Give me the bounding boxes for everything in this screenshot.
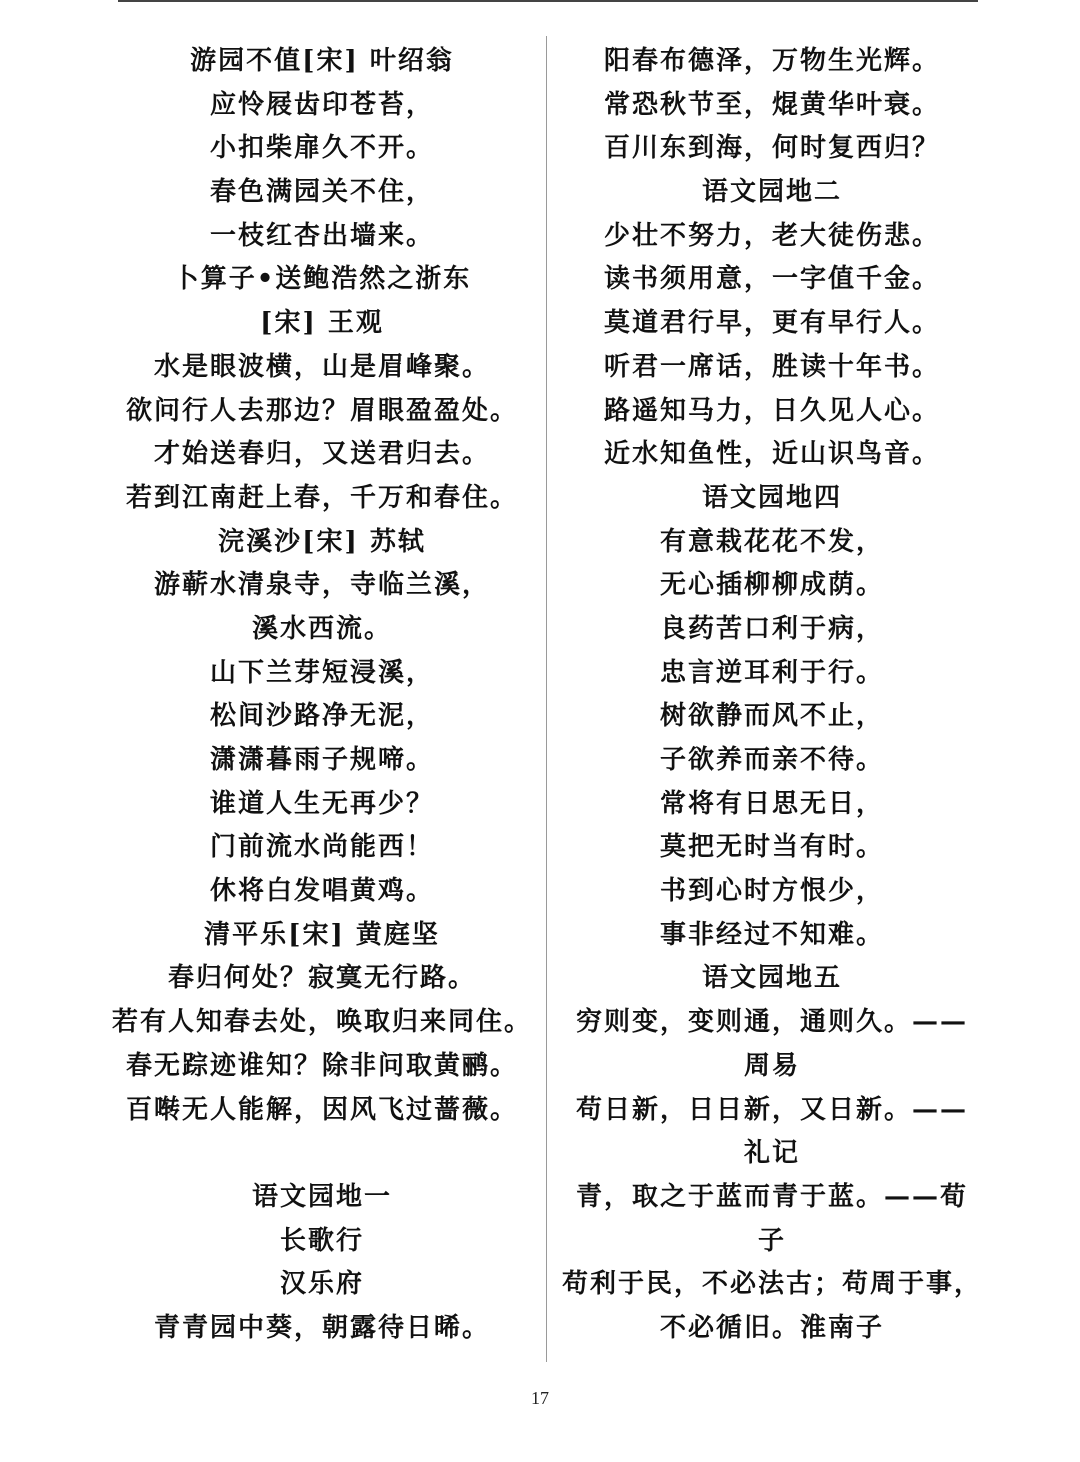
left-column-line: 百啭无人能解，因风飞过蔷薇。 <box>125 1094 518 1125</box>
left-column-line: 门前流水尚能西！ <box>209 832 434 863</box>
left-column-line: 春色满园关不住， <box>209 177 434 208</box>
top-rule <box>118 0 978 2</box>
right-column-line: 苟日新，日日新，又日新。—— <box>575 1094 968 1125</box>
left-column-line: 才始送春归，又送君归去。 <box>153 439 490 470</box>
left-column-line <box>112 1132 532 1176</box>
left-column-line: 一枝红杏出墙来。 <box>209 220 434 251</box>
right-column-line: 常将有日思无日， <box>659 788 884 819</box>
left-column-line: 浣溪沙[宋] 苏轼 <box>218 526 426 557</box>
right-column-line: 莫把无时当有时。 <box>659 832 884 863</box>
right-column-line: 良药苦口利于病， <box>659 613 884 644</box>
right-column-line: 子 <box>757 1225 786 1256</box>
left-column-line: 溪水西流。 <box>251 613 392 644</box>
right-column-line: 树欲静而风不止， <box>659 701 884 732</box>
right-column <box>562 40 982 1351</box>
left-column-line: 若有人知春去处，唤取归来同住。 <box>112 1007 533 1038</box>
right-column-line: 忠言逆耳利于行。 <box>659 657 884 688</box>
right-column-line: 礼记 <box>743 1138 800 1169</box>
right-column-line: 周易 <box>743 1050 800 1081</box>
left-column-line: 松间沙路净无泥， <box>209 701 434 732</box>
right-column-line: 穷则变，变则通，通则久。—— <box>575 1007 968 1038</box>
left-column-line: 汉乐府 <box>279 1269 364 1300</box>
right-column-line: 事非经过不知难。 <box>659 919 884 950</box>
left-column-line: 休将白发唱黄鸡。 <box>209 876 434 907</box>
left-column-line: 长歌行 <box>279 1225 364 1256</box>
left-column-line: 山下兰芽短浸溪， <box>209 657 434 688</box>
left-column-line: 清平乐[宋] 黄庭坚 <box>204 919 440 950</box>
left-column-line: 水是眼波横，山是眉峰聚。 <box>153 351 490 382</box>
right-column-line: 语文园地五 <box>701 963 842 994</box>
left-column-line: 游蕲水清泉寺，寺临兰溪， <box>153 570 490 601</box>
left-column-line: 卜算子•送鲍浩然之浙东 <box>172 264 472 295</box>
right-column-line: 青，取之于蓝而青于蓝。——荀 <box>575 1181 968 1212</box>
right-column-line: 莫道君行早，更有早行人。 <box>603 308 940 339</box>
right-column-line: 百川东到海，何时复西归？ <box>603 133 940 164</box>
right-column-line: 语文园地二 <box>701 177 842 208</box>
right-column-line: 无心插柳柳成荫。 <box>659 570 884 601</box>
right-column-line: 读书须用意，一字值千金。 <box>603 264 940 295</box>
left-column-line: 春归何处？寂寞无行路。 <box>167 963 476 994</box>
column-divider <box>546 36 547 1362</box>
right-column-line: 不必循旧。淮南子 <box>659 1312 884 1343</box>
right-column-line: 苟利于民，不必法古；苟周于事， <box>562 1269 983 1300</box>
right-column-line: 语文园地四 <box>701 482 842 513</box>
left-column-line: [宋] 王观 <box>260 308 384 339</box>
left-column-line: 语文园地一 <box>251 1181 392 1212</box>
right-column-line: 阳春布德泽，万物生光辉。 <box>603 46 940 76</box>
right-column-line: 少壮不努力，老大徒伤悲。 <box>603 220 940 251</box>
right-column-line: 书到心时方恨少， <box>659 876 884 907</box>
left-column-line: 欲问行人去那边？眉眼盈盈处。 <box>125 395 518 426</box>
left-column-line: 若到江南赶上春，千万和春住。 <box>125 482 518 513</box>
right-column-line: 近水知鱼性，近山识鸟音。 <box>603 439 940 470</box>
left-column-line: 青青园中葵，朝露待日晞。 <box>153 1312 490 1343</box>
right-column-line: 有意栽花花不发， <box>659 526 884 557</box>
right-column-line: 听君一席话，胜读十年书。 <box>603 351 940 382</box>
right-column-line: 路遥知马力，日久见人心。 <box>603 395 940 426</box>
left-column-line: 应怜屐齿印苍苔， <box>209 89 434 120</box>
left-column-line: 潇潇暮雨子规啼。 <box>209 745 434 775</box>
left-column-line: 游园不值[宋] 叶绍翁 <box>190 46 454 76</box>
page-number: 17 <box>531 1388 549 1408</box>
right-column-line: 子欲养而亲不待。 <box>659 745 884 775</box>
left-column-line: 谁道人生无再少？ <box>209 788 434 819</box>
left-column <box>112 40 532 1351</box>
left-column-line: 春无踪迹谁知？除非问取黄鹂。 <box>125 1050 518 1081</box>
right-column-line: 常恐秋节至，焜黄华叶衰。 <box>603 89 940 120</box>
left-column-line: 小扣柴扉久不开。 <box>209 133 434 164</box>
